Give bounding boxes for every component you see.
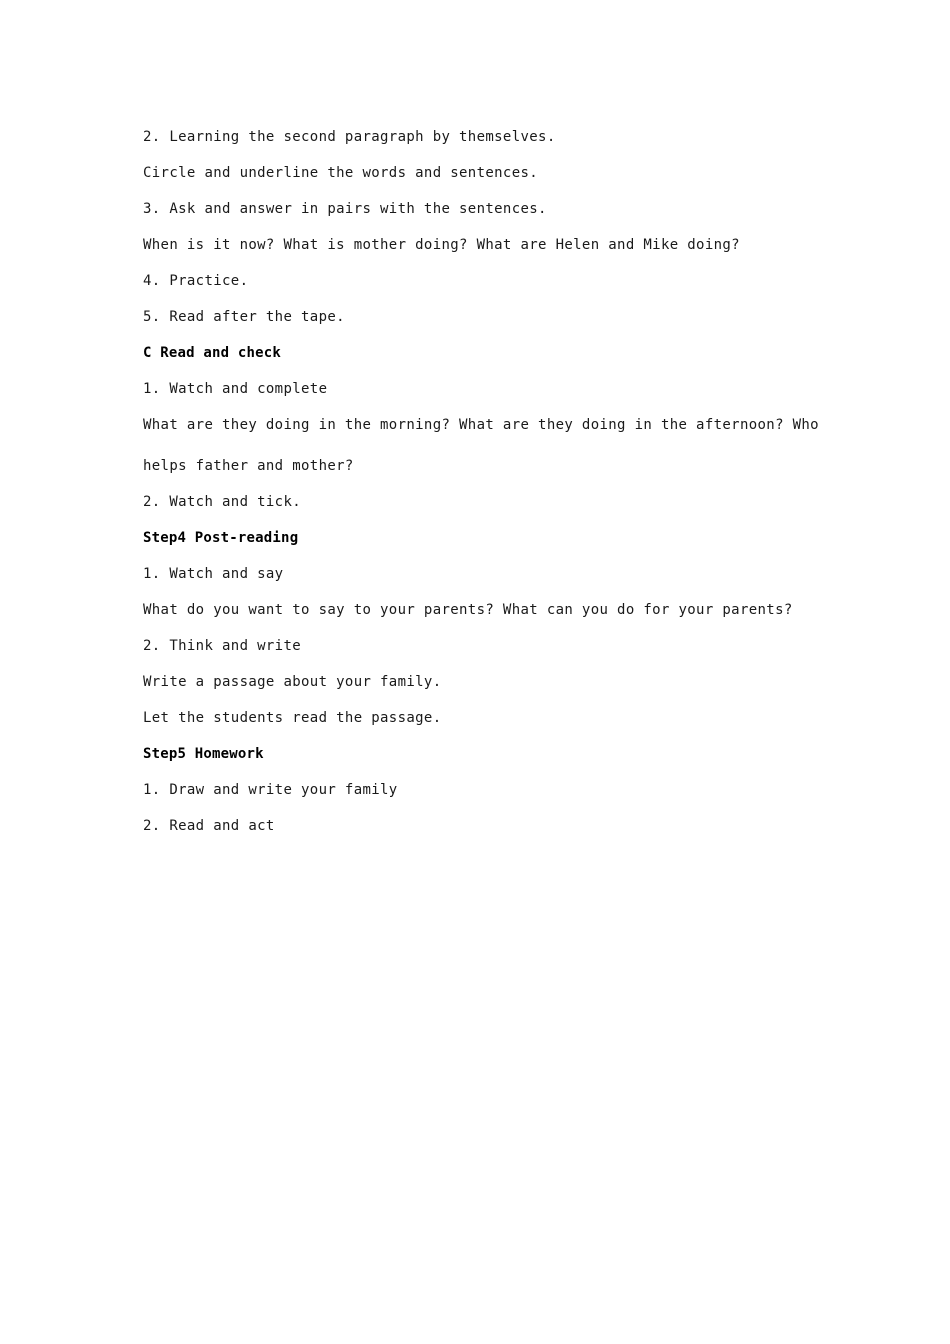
- text-line: 2. Think and write: [143, 638, 302, 654]
- text-line: What are they doing in the morning? What are they doing in the afternoon? Who: [143, 417, 819, 433]
- text-line: 3. Ask and answer in pairs with the sentences.: [143, 201, 547, 217]
- text-line: 2. Watch and tick.: [143, 494, 302, 510]
- section-heading: Step4 Post-reading: [143, 530, 299, 546]
- section-heading: C Read and check: [143, 345, 282, 361]
- text-line: 2. Learning the second paragraph by themselves.: [143, 129, 556, 145]
- text-line: When is it now? What is mother doing? What are Helen and Mike doing?: [143, 237, 740, 253]
- text-line: Write a passage about your family.: [143, 674, 442, 690]
- text-line: 1. Draw and write your family: [143, 782, 398, 798]
- text-line: What do you want to say to your parents? What can you do for your parents?: [143, 602, 793, 618]
- text-line: 2. Read and act: [143, 818, 275, 834]
- text-line: 1. Watch and complete: [143, 381, 328, 397]
- section-heading: Step5 Homework: [143, 746, 264, 762]
- text-line: Let the students read the passage.: [143, 710, 442, 726]
- text-line: 1. Watch and say: [143, 566, 284, 582]
- text-line: Circle and underline the words and sentences.: [143, 165, 539, 181]
- text-line: 5. Read after the tape.: [143, 309, 345, 325]
- text-line: 4. Practice.: [143, 273, 249, 289]
- text-line: helps father and mother?: [143, 458, 354, 474]
